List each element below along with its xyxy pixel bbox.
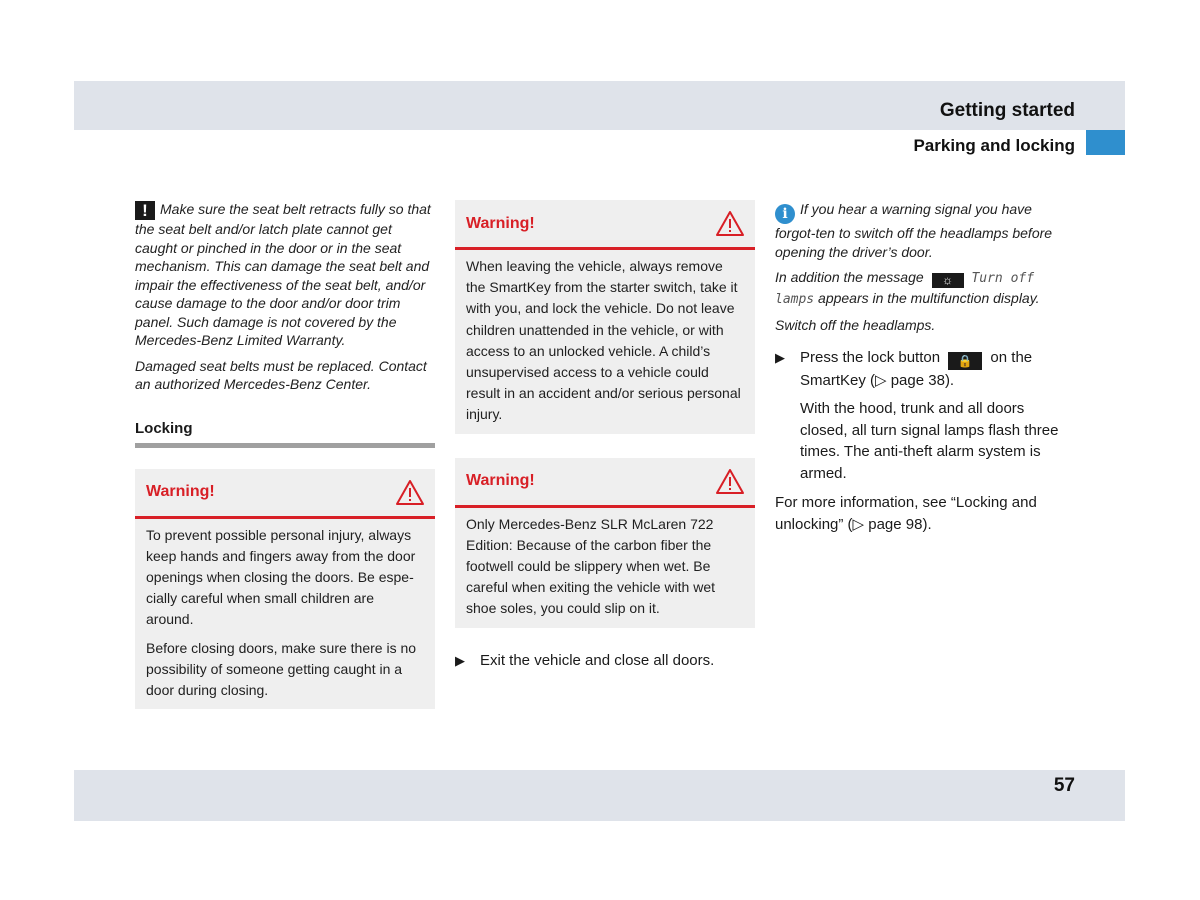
attention-note-text: Make sure the seat belt retracts fully so that the seat belt and/or latch plate cannot get caught or pinched in the door or in the seat mechanism. This can damage the seat belt and impair the effectiveness of the seat belt, and/or cause damage to the door and/or door trim panel. Such damage is not covered by the Mercedes-Benz Limited Warranty.	[135, 201, 431, 348]
warning-box-smartkey	[455, 200, 755, 434]
warning-title: Warning!	[146, 483, 215, 500]
info-note-text: If you hear a warning signal you have forgot-ten to switch off the headlamps before opening the driver’s door.	[775, 201, 1053, 260]
attention-icon: !	[135, 201, 155, 220]
warning-paragraph: When leaving the vehicle, always remove the SmartKey from the starter switch, take it with you, and lock the vehicle. Do not leave children unattended in the vehicle, or with access to an unlocked vehicle. A child’s unsupervised access to a vehicle could result in an accident and/or serious personal injury.	[466, 258, 741, 423]
column-right	[775, 200, 1075, 535]
column-middle	[455, 200, 755, 671]
warning-body	[455, 250, 755, 426]
step-detail: With the hood, trunk and all doors closed, all turn signal lamps flash three times. The anti-theft alarm system is armed.	[800, 400, 1059, 482]
column-left	[135, 200, 435, 709]
more-info-text: For more information, see “Locking and unlocking” (▷ page 98).	[775, 494, 1037, 533]
step-press-lock	[775, 347, 1075, 392]
warning-header	[455, 458, 755, 508]
step-prefix: Press the lock button	[800, 348, 941, 366]
attention-note	[135, 200, 435, 350]
warning-body	[455, 508, 755, 620]
locking-heading: Locking	[135, 420, 435, 448]
warning-triangle-icon	[395, 479, 425, 506]
section-title: Parking and locking	[913, 136, 1075, 155]
warning-triangle-icon	[715, 210, 745, 237]
bullet-arrow-icon: ▶	[775, 349, 785, 365]
step-text	[800, 347, 1075, 392]
bullet-arrow-icon: ▶	[455, 652, 465, 668]
warning-paragraph: Before closing doors, make sure there is no possibility of someone getting caught in a door during closing.	[146, 639, 417, 698]
message-suffix: appears in the multifunction display.	[818, 289, 1040, 306]
lamp-icon: ☼	[932, 273, 964, 288]
warning-header	[455, 200, 755, 250]
lock-icon: 🔒	[948, 352, 982, 370]
section-accent-tab	[1086, 130, 1125, 155]
warning-paragraph: To prevent possible personal injury, always keep hands and fingers away from the door openings when closing the doors. Be espe-cially careful when small children are around.	[146, 526, 416, 628]
warning-title: Warning!	[466, 472, 535, 490]
warning-body	[135, 519, 435, 702]
message-prefix: In addition the message	[775, 269, 924, 285]
switch-off-note: Switch off the headlamps.	[775, 317, 936, 333]
warning-header	[135, 469, 435, 519]
warning-box-doors	[135, 469, 435, 710]
display-message-note	[775, 268, 1075, 309]
info-icon: i	[775, 204, 795, 224]
info-note	[775, 200, 1075, 261]
warning-triangle-icon	[715, 468, 745, 495]
warning-paragraph: Only Mercedes-Benz SLR McLaren 722 Edition: Because of the carbon fiber the footwell could be slippery when wet. Be careful when exiting the vehicle with wet shoe soles, you could slip on it.	[466, 515, 716, 617]
warning-box-footwell	[455, 458, 755, 628]
display-message: Turn off lamps	[775, 271, 1035, 307]
seat-belt-note: Damaged seat belts must be replaced. Contact an authorized Mercedes-Benz Center.	[135, 357, 427, 392]
warning-title: Warning!	[466, 214, 535, 232]
step-exit-vehicle	[455, 650, 755, 672]
step-suffix: on the SmartKey (▷ page 38).	[800, 348, 1033, 389]
step-text: Exit the vehicle and close all doors.	[480, 651, 715, 669]
chapter-title: Getting started	[939, 100, 1075, 121]
page-number: 57	[1053, 775, 1075, 796]
footer-band	[74, 770, 1125, 821]
